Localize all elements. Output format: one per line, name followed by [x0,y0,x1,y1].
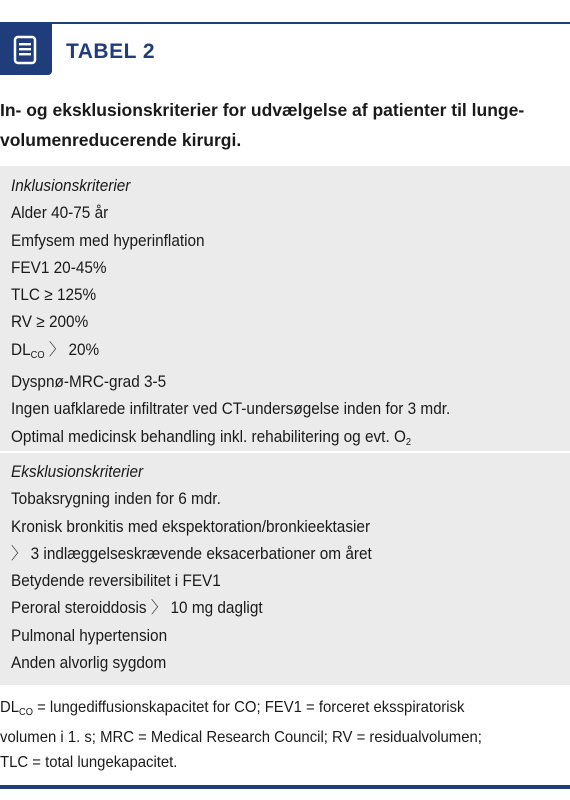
caption-line-1: In- og eksklusionskriterier for udvælgelse af patienter til lunge- [0,100,525,120]
caption-line-2: volumenreducerende kirurgi. [0,130,242,150]
exclusion-item: Pulmonal hypertension [11,626,168,645]
inclusion-item: FEV1 20-45% [11,258,107,277]
footnote-text: DL [0,699,20,716]
exclusion-item: Tobaksrygning inden for 6 mdr. [11,490,221,509]
top-rule [0,22,570,24]
item-text: DL [11,340,31,359]
inclusion-item: Emfysem med hyperinflation [11,231,205,250]
inclusion-item [11,424,531,456]
table-caption [0,95,556,155]
bottom-rule [0,785,570,789]
exclusion-item: Kronisk bronkitis med ekspektoration/bronkieektasier [11,517,371,536]
inclusion-section [0,166,570,451]
inclusion-item: Ingen uafklarede infiltrater ved CT-undersøgelse inden for 3 mdr. [11,400,451,419]
footnote-subscript: CO [19,707,33,718]
footnote-line-3: TLC = total lungekapacitet. [0,754,178,771]
item-text: Optimal medicinsk behandling inkl. rehabilitering og evt. O [11,427,406,446]
table-footnote [0,695,570,775]
inclusion-item: TLC ≥ 125% [11,286,97,305]
item-text-rest: 〉 20% [44,340,100,359]
exclusion-heading: Eksklusionskriterier [11,463,144,481]
inclusion-heading: Inklusionskriterier [11,177,131,195]
exclusion-item: Betydende reversibilitet i FEV1 [11,572,221,591]
footnote-text-rest: = lungediffusionskapacitet for CO; FEV1 = forceret eksspiratorisk [32,699,465,716]
table-title: TABEL 2 [66,40,156,63]
exclusion-item: Peroral steroiddosis 〉 10 mg dagligt [11,599,263,618]
exclusion-item: Anden alvorlig sygdom [11,654,167,673]
item-subscript: CO [30,349,45,361]
item-subscript: 2 [405,436,412,448]
inclusion-item: Alder 40-75 år [11,204,109,223]
footnote-line-1 [0,695,530,725]
inclusion-item: RV ≥ 200% [11,313,89,332]
exclusion-section [0,453,570,685]
inclusion-item: Dyspnø-MRC-grad 3-5 [11,373,167,392]
exclusion-item: 〉 3 indlæggelseskrævende eksacerbationer om året [11,544,372,563]
table-icon-box [0,24,52,75]
footnote-line-2: volumen i 1. s; MRC = Medical Research Council; RV = residualvolumen; [0,729,482,746]
inclusion-item [11,337,531,369]
document-list-icon [12,35,40,65]
